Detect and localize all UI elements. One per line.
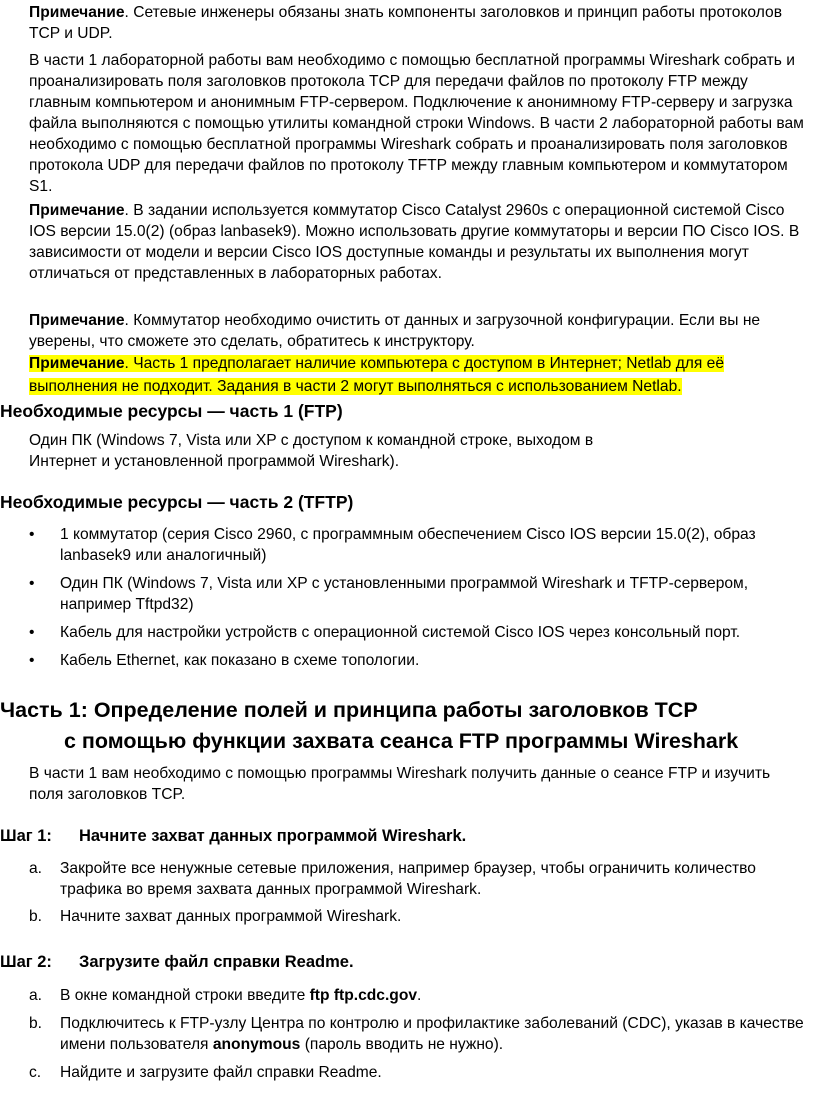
note-clear-switch xyxy=(29,310,809,352)
step1-heading xyxy=(0,825,466,847)
list-item xyxy=(29,1062,814,1083)
highlighted-note xyxy=(29,355,724,372)
list-item xyxy=(29,985,814,1006)
part1-intro: В части 1 вам необходимо с помощью программы Wireshark получить данные о сеансе FTP и изучить поля заголовков TCP. xyxy=(29,765,771,803)
list-item-text: Один ПК (Windows 7, Vista или XP с установленными программой Wireshark и TFTP-сервером, например Tftpd32) xyxy=(60,575,749,613)
list-item xyxy=(29,650,814,671)
list-item xyxy=(29,524,814,566)
command-text: ftp ftp.cdc.gov xyxy=(309,987,418,1004)
list-item-text xyxy=(60,1013,814,1055)
note-text: . Коммутатор необходимо очистить от данных и загрузочной конфигурации. Если вы не уверены, что сможете это сделать, обратитесь к инструктору. xyxy=(29,312,761,350)
part1-heading-line2: с помощью функции захвата сеанса FTP программы Wireshark xyxy=(64,729,739,753)
item-marker: a. xyxy=(29,987,43,1004)
note-text: . Сетевые инженеры обязаны знать компоненты заголовков и принцип работы протоколов TCP и UDP. xyxy=(29,4,782,42)
resources-part2-heading: Необходимые ресурсы — часть 2 (TFTP) xyxy=(0,492,354,512)
list-item-text: Кабель для настройки устройств с операционной системой Cisco IOS через консольный порт. xyxy=(60,624,741,641)
step-title: Начните захват данных программой Wireshark. xyxy=(79,827,467,845)
item-text-pre: Подключитесь к FTP-узлу Центра по контролю и профилактике заболеваний (CDC), указав в качестве имени пользователя xyxy=(60,1015,804,1053)
item-text-post: . xyxy=(417,987,422,1004)
note-text: . В задании используется коммутатор Cisco Catalyst 2960s с операционной системой Cisco xyxy=(124,202,785,219)
part1-heading xyxy=(0,695,816,757)
note-label: Примечание xyxy=(29,312,125,329)
note-text-continued: IOS версии 15.0(2) (образ lanbasek9). Можно использовать другие коммутаторы и версии ПО Cisco IOS. В зависимости от модели и версии Cisco IOS доступные команды и результаты их выполнения могут отличаться от представленных в лабораторных работах. xyxy=(29,223,800,282)
item-text-post: (пароль вводить не нужно). xyxy=(300,1036,504,1053)
bullet-marker: • xyxy=(29,624,35,641)
list-item xyxy=(29,906,814,927)
bullet-marker: • xyxy=(29,652,35,669)
list-item-text xyxy=(60,985,814,1006)
step-number: Шаг 1: xyxy=(0,827,52,845)
note-switch xyxy=(29,200,809,284)
item-marker: a. xyxy=(29,860,43,877)
list-item-text: 1 коммутатор (серия Cisco 2960, с программным обеспечением Cisco IOS версии 15.0(2), образ lanbasek9 или аналогичный) xyxy=(60,526,756,564)
resources-part1-heading: Необходимые ресурсы — часть 1 (FTP) xyxy=(0,401,343,421)
note-label: Примечание xyxy=(29,355,125,372)
list-item xyxy=(29,1013,814,1055)
list-item-text: Найдите и загрузите файл справки Readme. xyxy=(60,1064,382,1081)
note-text: . Часть 1 предполагает наличие компьютера с доступом в Интернет; Netlab для её xyxy=(124,355,725,372)
step-number: Шаг 2: xyxy=(0,953,52,971)
bullet-marker: • xyxy=(29,526,35,543)
list-item xyxy=(29,858,814,900)
list-item xyxy=(29,622,814,643)
list-item-text: Закройте все ненужные сетевые приложения, например браузер, чтобы ограничить количество трафика во время захвата данных программой Wireshark. xyxy=(60,860,756,898)
step-title: Загрузите файл справки Readme. xyxy=(79,953,354,971)
item-marker: c. xyxy=(29,1064,42,1081)
item-marker: b. xyxy=(29,908,43,925)
note-intro xyxy=(29,2,809,44)
username-text: anonymous xyxy=(212,1036,301,1053)
note-label: Примечание xyxy=(29,4,125,21)
highlighted-note-continued: выполнения не подходит. Задания в части 2 могут выполняться с использованием Netlab. xyxy=(29,378,682,395)
list-item xyxy=(29,573,814,615)
note-label: Примечание xyxy=(29,202,125,219)
list-item-text: Начните захват данных программой Wireshark. xyxy=(60,908,402,925)
item-text-pre: В окне командной строки введите xyxy=(60,987,310,1004)
intro-paragraph: В части 1 лабораторной работы вам необходимо с помощью бесплатной программы Wireshark собрать и проанализировать поля заголовков протокола TCP для передачи файлов по протоколу FTP между главным компьютером и анонимным FTP-сервером. Подключение к анонимному FTP-серверу и загрузка файла выполняются с помощью утилиты командной строки Windows. В части 2 лабораторной работы вам необходимо с помощью бесплатной программы Wireshark собрать и проанализировать поля заголовков протокола UDP для передачи файлов по протоколу TFTP между главным компьютером и коммутатором S1. xyxy=(29,52,804,195)
resources-part1-text: Один ПК (Windows 7, Vista или XP с доступом к командной строке, выходом в Интернет и установленной программой Wireshark). xyxy=(29,432,594,470)
part1-heading-line1: Часть 1: Определение полей и принципа работы заголовков TCP xyxy=(0,698,698,722)
note-netlab xyxy=(29,352,809,398)
item-marker: b. xyxy=(29,1015,43,1032)
step2-heading xyxy=(0,951,354,973)
list-item-text: Кабель Ethernet, как показано в схеме топологии. xyxy=(60,652,420,669)
bullet-marker: • xyxy=(29,575,35,592)
